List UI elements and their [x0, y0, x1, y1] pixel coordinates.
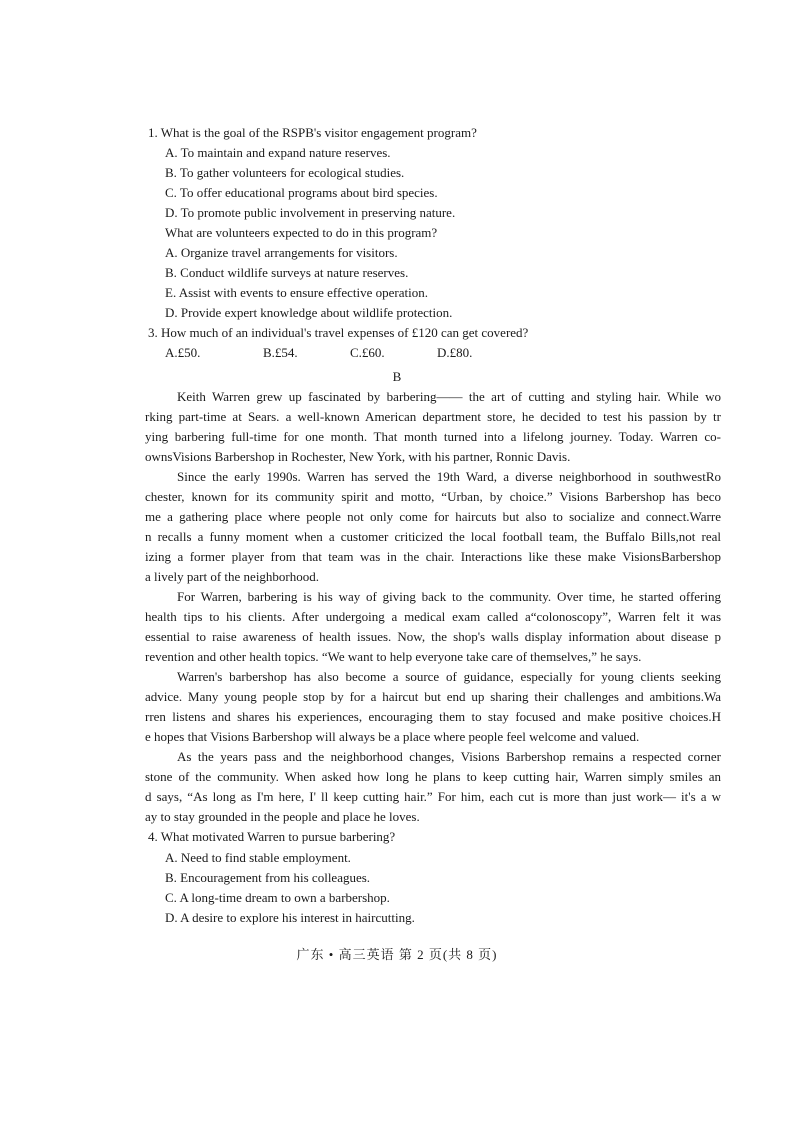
- passage-line: revention and other health topics. “We want to help everyone take care of themselves,” he says.: [145, 649, 642, 664]
- question-4-option-d: D. A desire to explore his interest in haircutting.: [165, 910, 415, 925]
- question-1-option-d: D. To promote public involvement in preserving nature.: [165, 205, 456, 220]
- question-4-option-c: C. A long-time dream to own a barbershop.: [165, 890, 390, 905]
- question-3-option-b: B.£54.: [263, 345, 298, 360]
- passage-line: Keith Warren grew up fascinated by barbering—— the art of cutting and styling hair. While wo: [177, 389, 721, 404]
- question-4-stem: 4. What motivated Warren to pursue barbering?: [148, 829, 396, 844]
- passage-line: As the years pass and the neighborhood changes, Visions Barbershop remains a respected corner: [177, 749, 721, 764]
- passage-line: d says, “As long as I'm here, I' ll keep cutting hair.” For him, each cut is more than just work— it's a w: [145, 789, 721, 804]
- question-2-option-d: D. Provide expert knowledge about wildlife protection.: [165, 305, 453, 320]
- passage-line: essential to raise awareness of health issues. Now, the shop's walls display information about disease p: [145, 629, 721, 644]
- passage-line: Warren's barbershop has also become a source of guidance, especially for young clients seeking: [177, 669, 721, 684]
- passage-line: a lively part of the neighborhood.: [145, 569, 320, 584]
- question-2-option-b: B. Conduct wildlife surveys at nature reserves.: [165, 265, 409, 280]
- question-1-option-a: A. To maintain and expand nature reserves.: [165, 145, 391, 160]
- passage-line: ying barbering full-time for one month. That month turned into a lifelong journey. Today. Warren co-: [145, 429, 721, 444]
- passage-line: n recalls a funny moment when a customer criticized the local football team, the Buffalo Bills,not real: [145, 529, 721, 544]
- passage-line: izing a former player from that team was in the chair. Interactions like these make VisionsBarbershop: [145, 549, 721, 564]
- question-4-option-b: B. Encouragement from his colleagues.: [165, 870, 371, 885]
- question-2-option-a: A. Organize travel arrangements for visitors.: [165, 245, 398, 260]
- passage-line: For Warren, barbering is his way of giving back to the community. Over time, he started offering: [177, 589, 721, 604]
- passage-line: rking part-time at Sears. a well-known American department store, he decided to test his passion by tr: [145, 409, 721, 424]
- question-2-stem: What are volunteers expected to do in this program?: [165, 225, 438, 240]
- passage-line: ownsVisions Barbershop in Rochester, New York, with his partner, Ronnic Davis.: [145, 449, 571, 464]
- page-footer: 广东 • 高三英语 第 2 页(共 8 页): [296, 947, 498, 962]
- passage-line: chester, known for its community spirit and motto, “Urban, by choice.” Visions Barbershop has beco: [145, 489, 721, 504]
- passage-line: e hopes that Visions Barbershop will always be a place where people feel welcome and valued.: [145, 729, 640, 744]
- question-3-option-c: C.£60.: [350, 345, 385, 360]
- question-4-option-a: A. Need to find stable employment.: [165, 850, 351, 865]
- question-3-option-a: A.£50.: [165, 345, 201, 360]
- section-b-heading: B: [392, 369, 402, 384]
- passage-line: me a gathering place where people not only come for haircuts but also to socialize and connect.Warre: [145, 509, 721, 524]
- question-3-stem: 3. How much of an individual's travel expenses of £120 can get covered?: [148, 325, 529, 340]
- passage-line: advice. Many young people stop by for a haircut but end up sharing their challenges and ambitions.Wa: [145, 689, 721, 704]
- question-2-option-e: E. Assist with events to ensure effective operation.: [165, 285, 428, 300]
- passage-line: rren listens and shares his experiences, encouraging them to stay focused and make positive choices.H: [145, 709, 721, 724]
- passage-line: Since the early 1990s. Warren has served the 19th Ward, a diverse neighborhood in southwestRo: [177, 469, 721, 484]
- question-1-option-c: C. To offer educational programs about bird species.: [165, 185, 438, 200]
- passage-line: stone of the community. When asked how long he plans to keep cutting hair, Warren simply smiles an: [145, 769, 721, 784]
- question-3-option-d: D.£80.: [437, 345, 473, 360]
- passage-line: health tips to his clients. After undergoing a medical exam called a“colonoscopy”, Warren felt it was: [145, 609, 721, 624]
- question-1-option-b: B. To gather volunteers for ecological studies.: [165, 165, 405, 180]
- question-1-stem: 1. What is the goal of the RSPB's visitor engagement program?: [148, 125, 477, 140]
- passage-line: ay to stay grounded in the people and place he loves.: [145, 809, 420, 824]
